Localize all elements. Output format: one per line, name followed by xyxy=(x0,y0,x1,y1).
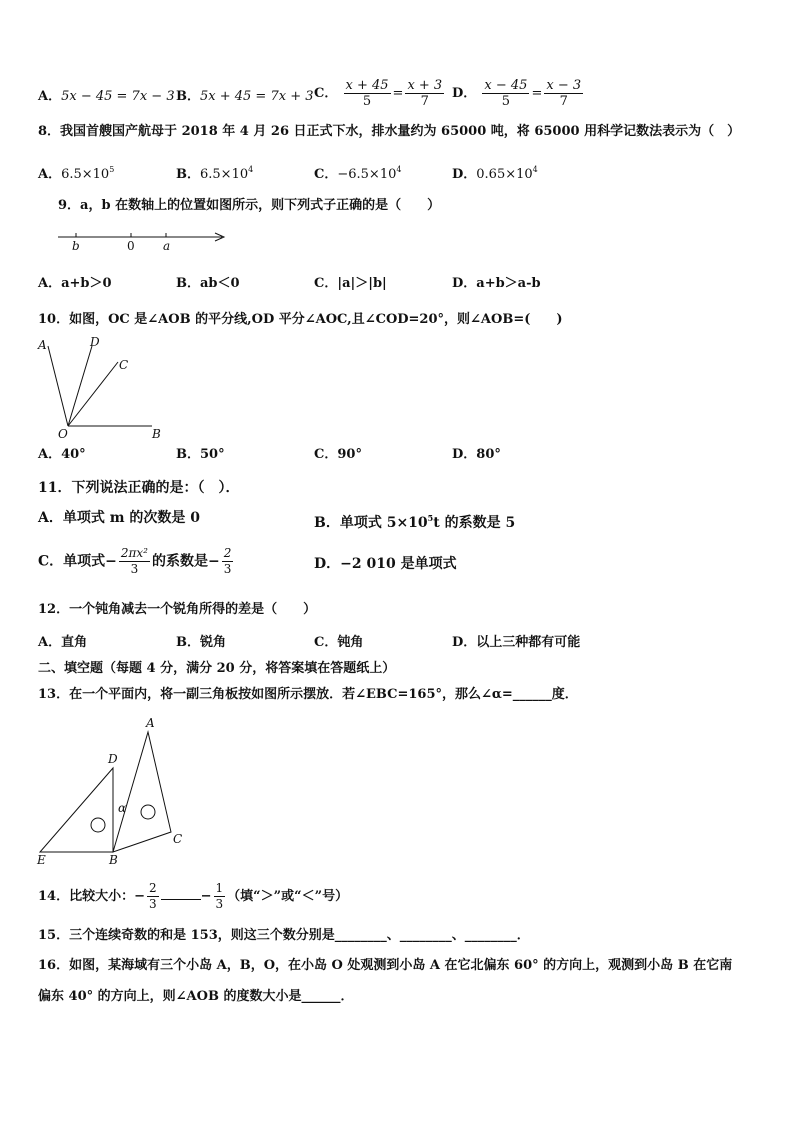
point-o-label: O xyxy=(58,427,68,441)
denominator: 5 xyxy=(501,94,511,109)
q9-stem: 9．a，b 在数轴上的位置如图所示，则下列式子正确的是（ ） xyxy=(58,198,441,213)
option-value: 6.5×10 xyxy=(61,167,110,182)
alpha-label: α xyxy=(118,801,127,815)
denominator: 7 xyxy=(559,94,568,109)
q10-option-b: B．50° xyxy=(176,447,225,462)
q9-option-d: D．a+b＞a-b xyxy=(452,276,541,291)
q12-option-a: A．直角 xyxy=(38,635,88,650)
point-b-label: B xyxy=(152,427,161,441)
label-b: b xyxy=(72,239,80,253)
exponent: 5 xyxy=(109,165,115,174)
option-value: 6.5×10 xyxy=(200,167,249,182)
question-text: （填“＞”或“＜”号） xyxy=(227,889,349,904)
section-heading: 二、填空题（每题 4 分，满分 20 分，将答案填在答题纸上） xyxy=(38,661,396,676)
q9-option-c: C．|a|＞|b| xyxy=(314,276,387,291)
numerator: 2 xyxy=(223,546,232,560)
answer-blank xyxy=(161,899,201,900)
numerator: x − 45 xyxy=(484,78,528,93)
denominator: 5 xyxy=(362,94,372,109)
denominator: 3 xyxy=(148,897,157,911)
hole-right xyxy=(141,805,155,819)
q10-option-a: A．40° xyxy=(38,447,86,462)
point-d-label: D xyxy=(108,752,118,766)
fraction xyxy=(214,881,226,912)
q10-stem: 10．如图，OC 是∠AOB 的平分线,OD 平分∠AOC,且∠COD=20°，则∠AOB=( ) xyxy=(38,312,563,327)
point-c-label: C xyxy=(173,832,183,846)
option-label: C． xyxy=(314,86,338,101)
exponent: 5 xyxy=(427,513,434,523)
option-label: A． xyxy=(38,89,62,104)
point-b-label: B xyxy=(109,853,118,867)
option-text: t 的系数是 5 xyxy=(433,515,516,531)
q11-stem: 11．下列说法正确的是：（ ）． xyxy=(38,480,240,496)
exponent: 4 xyxy=(532,165,538,174)
q13-stem: 13．在一个平面内，将一副三角板按如图所示摆放．若∠EBC=165°，那么∠α=______度． xyxy=(38,687,578,702)
point-c-label: C xyxy=(119,358,129,372)
q9-option-b: B．ab＜0 xyxy=(176,276,240,291)
option-label: A． xyxy=(38,167,62,182)
equals-sign: = xyxy=(392,86,404,101)
option-label: D． xyxy=(452,167,477,182)
option-label: D． xyxy=(452,86,477,101)
equation: 5x − 45 = 7x − 3 xyxy=(61,89,175,104)
hole-left xyxy=(91,818,105,832)
option-value: −6.5×10 xyxy=(337,167,397,182)
denominator: 3 xyxy=(215,897,224,911)
fraction xyxy=(147,881,159,912)
option-text: C．单项式− xyxy=(38,553,117,570)
numerator: x + 45 xyxy=(345,78,389,93)
point-a-label: A xyxy=(146,716,155,730)
exponent: 4 xyxy=(396,165,402,174)
option-text: B．单项式 5×10 xyxy=(314,515,428,531)
numerator: 1 xyxy=(215,881,224,895)
q12-option-d: D．以上三种都有可能 xyxy=(452,635,581,650)
label-0: 0 xyxy=(127,239,135,253)
option-label: B． xyxy=(176,167,200,182)
q11-option-a: A．单项式 m 的次数是 0 xyxy=(38,510,201,526)
q12-option-c: C．钝角 xyxy=(314,635,364,650)
numerator: x + 3 xyxy=(407,78,443,93)
q12-option-b: B．锐角 xyxy=(176,635,226,650)
option-label: B． xyxy=(176,89,200,104)
q14-stem xyxy=(38,881,348,912)
numerator: 2 xyxy=(148,881,157,895)
q16-line2: 偏东 40° 的方向上，则∠AOB 的度数大小是______． xyxy=(38,989,354,1004)
label-a: a xyxy=(163,239,171,253)
numerator: x − 3 xyxy=(546,78,582,93)
q12-stem: 12．一个钝角减去一个锐角所得的差是（ ） xyxy=(38,602,317,617)
point-e-label: E xyxy=(37,853,46,867)
exponent: 4 xyxy=(248,165,254,174)
option-label: C． xyxy=(314,167,338,182)
option-text: 的系数是− xyxy=(151,553,220,570)
q9-option-a: A．a+b＞0 xyxy=(38,276,112,291)
denominator: 7 xyxy=(420,94,429,109)
q11-option-d: D．−2 010 是单项式 xyxy=(314,556,457,572)
q8-stem: 8．我国首艘国产航母于 2018 年 4 月 26 日正式下水，排水量约为 65000 吨，将 65000 用科学记数法表示为（ ） xyxy=(38,124,741,139)
numerator: 2πx² xyxy=(120,546,148,560)
equals-sign: = xyxy=(531,86,543,101)
equation: 5x + 45 = 7x + 3 xyxy=(200,89,314,104)
denominator: 3 xyxy=(223,562,232,576)
question-text: 14．比较大小：− xyxy=(38,889,145,904)
q10-option-d: D．80° xyxy=(452,447,501,462)
set-square-right xyxy=(113,732,171,852)
q10-option-c: C．90° xyxy=(314,447,362,462)
option-value: 0.65×10 xyxy=(476,167,533,182)
q15-stem: 15．三个连续奇数的和是 153，则这三个数分别是________、________、________． xyxy=(38,928,530,943)
q16-line1: 16．如图，某海域有三个小岛 A，B，O，在小岛 O 处观测到小岛 A 在它北偏东 60° 的方向上，观测到小岛 B 在它南 xyxy=(38,958,733,973)
question-text: − xyxy=(200,889,212,904)
denominator: 3 xyxy=(130,562,139,576)
point-d-label: D xyxy=(90,335,100,349)
point-a-label: A xyxy=(38,338,47,352)
set-square-left xyxy=(40,768,113,852)
